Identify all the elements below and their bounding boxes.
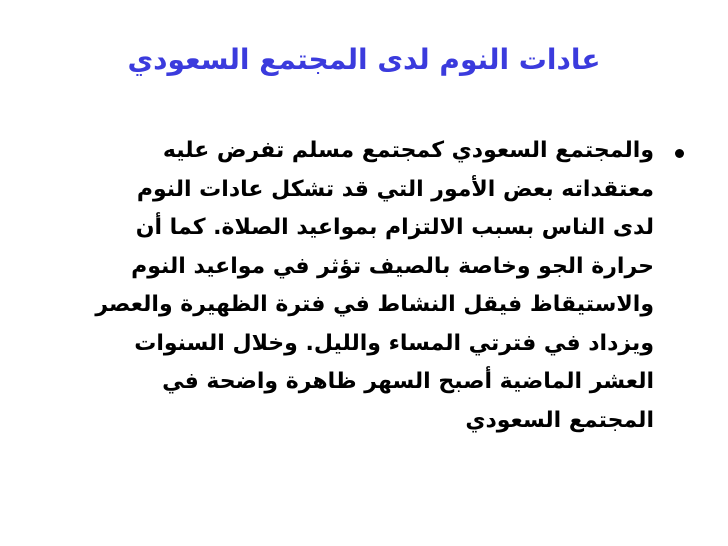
bullet-item [48, 132, 688, 440]
bullet-line-5: والاستيقاظ فيقل النشاط في فترة الظهيرة والعصر [95, 292, 654, 317]
bullet-line-4: حرارة الجو وخاصة بالصيف تؤثر في مواعيد النوم [131, 253, 654, 279]
bullet-line-7: العشر الماضية أصبح السهر ظاهرة واضحة في [162, 369, 654, 394]
slide-body [48, 132, 688, 440]
bullet-line-6: ويزداد في فترتي المساء والليل. وخلال السنوات [134, 330, 654, 356]
bullet-dot-icon [675, 149, 684, 158]
bullet-line-1: والمجتمع السعودي كمجتمع مسلم تفرض عليه [162, 138, 654, 163]
bullet-line-2: معتقداته بعض الأمور التي قد تشكل عادات النوم [136, 176, 654, 202]
bullet-line-8: المجتمع السعودي [465, 407, 654, 433]
slide-title: عادات النوم لدى المجتمع السعودي [127, 43, 601, 76]
bullet-line-3: لدى الناس بسبب الالتزام بمواعيد الصلاة. كما أن [135, 215, 654, 240]
